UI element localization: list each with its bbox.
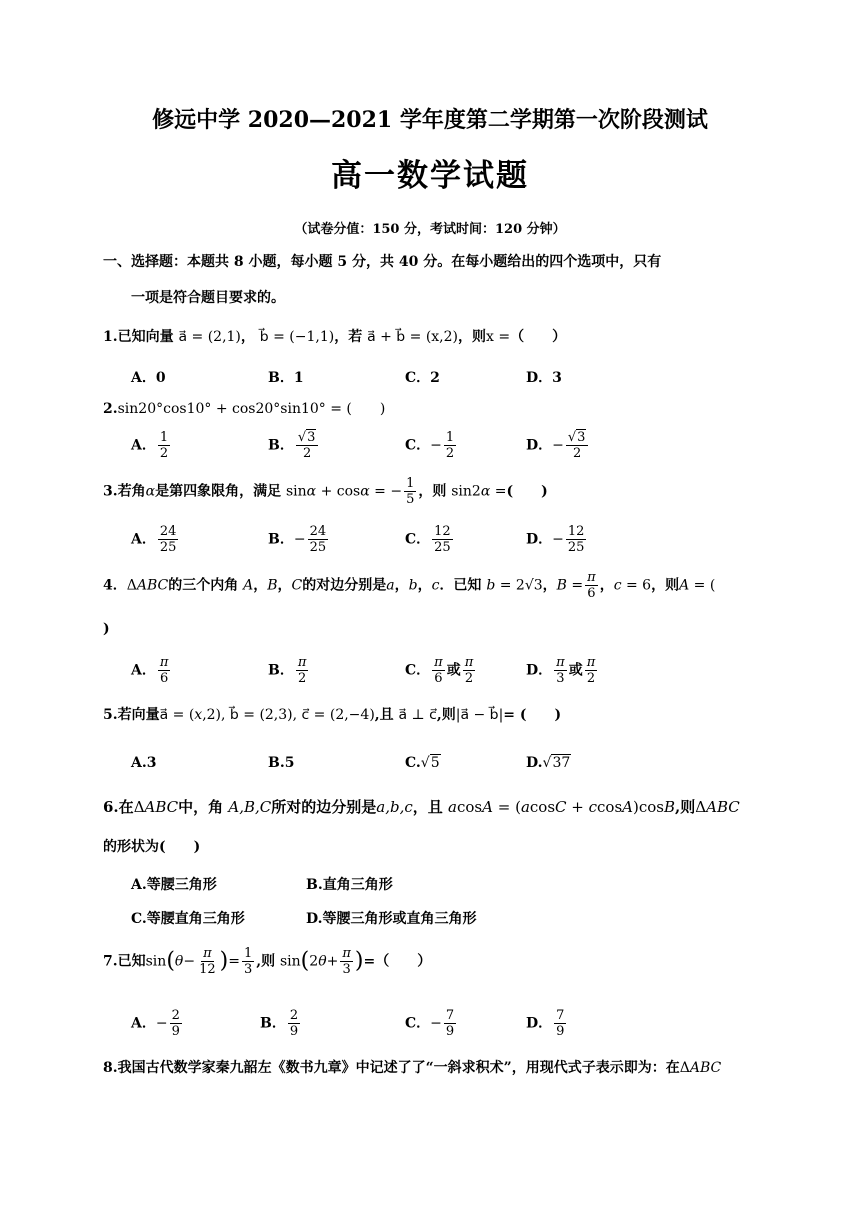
- question-7: 7.已知sin(θ− $\frac{\pi}{12}$ )= $\frac{1}{3}$ ,则 sin(2θ+ $\frac{\pi}{3}$ )=（ ）: [103, 946, 432, 977]
- question-2: 2.sin20°cos10° + cos20°sin10° = ( ): [103, 401, 386, 417]
- school-title: 修远中学 2020—2021 学年度第二学期第一次阶段测试: [152, 107, 708, 133]
- question-1: 1.已知向量 a⃗ = (2,1)， b⃗ = (−1,1)，若 a⃗ + b⃗ = (x,2)，则x =（ ）: [103, 329, 567, 345]
- q3-option-c: C． $\frac{12}{25}$: [405, 524, 451, 555]
- q7-option-c: C．− $\frac{7}{9}$: [405, 1008, 455, 1039]
- question-4: 4．ΔABC的三个内角 A，B，C的对边分别是a，b，c．已知 b = 2√3，B = $\frac{\pi}{6}$ ，c = 6，则A = (: [103, 570, 716, 601]
- q4-option-a: A． $\frac{\pi}{6}$: [131, 655, 169, 686]
- q5-option-c: C.√5: [405, 755, 440, 771]
- q2-option-b: B． $\frac{√3}{2}$: [268, 430, 320, 461]
- q7-option-a: A．− $\frac{2}{9}$: [131, 1008, 180, 1039]
- q6-option-c: C.等腰直角三角形: [131, 911, 245, 927]
- q1-option-b: B．1: [268, 370, 304, 386]
- q7-option-d: D． $\frac{7}{9}$: [526, 1008, 565, 1039]
- question-4-close: ): [103, 621, 110, 637]
- q3-option-a: A． $\frac{24}{25}$: [131, 524, 177, 555]
- section-heading-line1: 一、选择题：本题共 8 小题，每小题 5 分，共 40 分。在每小题给出的四个选项中，只有: [103, 254, 662, 270]
- q2-option-d: D．− $\frac{√3}{2}$: [526, 430, 590, 461]
- q3-option-b: B．− $\frac{24}{25}$: [268, 524, 327, 555]
- q4-option-c: C． $\frac{\pi}{6}$ 或 $\frac{\pi}{2}$: [405, 655, 474, 686]
- q7-option-b: B． $\frac{2}{9}$: [260, 1008, 299, 1039]
- q6-option-a: A.等腰三角形: [131, 877, 217, 893]
- q1-option-c: C．2: [405, 370, 440, 386]
- q4-option-b: B． $\frac{\pi}{2}$: [268, 655, 307, 686]
- q5-option-d: D.√37: [526, 755, 571, 771]
- q5-option-a: A.3: [131, 755, 157, 771]
- q4-option-d: D． $\frac{\pi}{3}$ 或 $\frac{\pi}{2}$: [526, 655, 596, 686]
- q2-option-c: C．− $\frac{1}{2}$: [405, 430, 455, 461]
- q1-option-d: D．3: [526, 370, 562, 386]
- q5-option-b: B.5: [268, 755, 295, 771]
- exam-info: （试卷分值：150 分，考试时间：120 分钟）: [294, 222, 566, 237]
- question-8: 8.我国古代数学家秦九韶左《数书九章》中记述了了“一斜求积术”，用现代式子表示即为：在ΔABC: [103, 1060, 722, 1076]
- q6-option-b: B.直角三角形: [306, 877, 393, 893]
- question-6: 6.在ΔABC中，角 A,B,C所对的边分别是a,b,c，且 acosA = (acosC + ccosA)cosB,则ΔABC: [103, 798, 740, 816]
- paper-title: 高一数学试题: [331, 158, 529, 194]
- question-3: 3.若角α是第四象限角，满足 sinα + cosα = − $\frac{1}{5}$ ，则 sin2α =( ): [103, 476, 548, 507]
- question-5: 5.若向量a⃗ = (x,2), b⃗ = (2,3), c⃗ = (2,−4),且 a⃗ ⊥ c⃗,则|a⃗ − b⃗|= ( ): [103, 707, 562, 723]
- section-heading-line2: 一项是符合题目要求的。: [131, 290, 285, 306]
- question-6-line2: 的形状为( ): [103, 839, 201, 855]
- q3-option-d: D．− $\frac{12}{25}$: [526, 524, 585, 555]
- q6-option-d: D.等腰三角形或直角三角形: [306, 911, 477, 927]
- q2-option-a: A． $\frac{1}{2}$: [131, 430, 169, 461]
- q1-option-a: A．0: [131, 370, 166, 386]
